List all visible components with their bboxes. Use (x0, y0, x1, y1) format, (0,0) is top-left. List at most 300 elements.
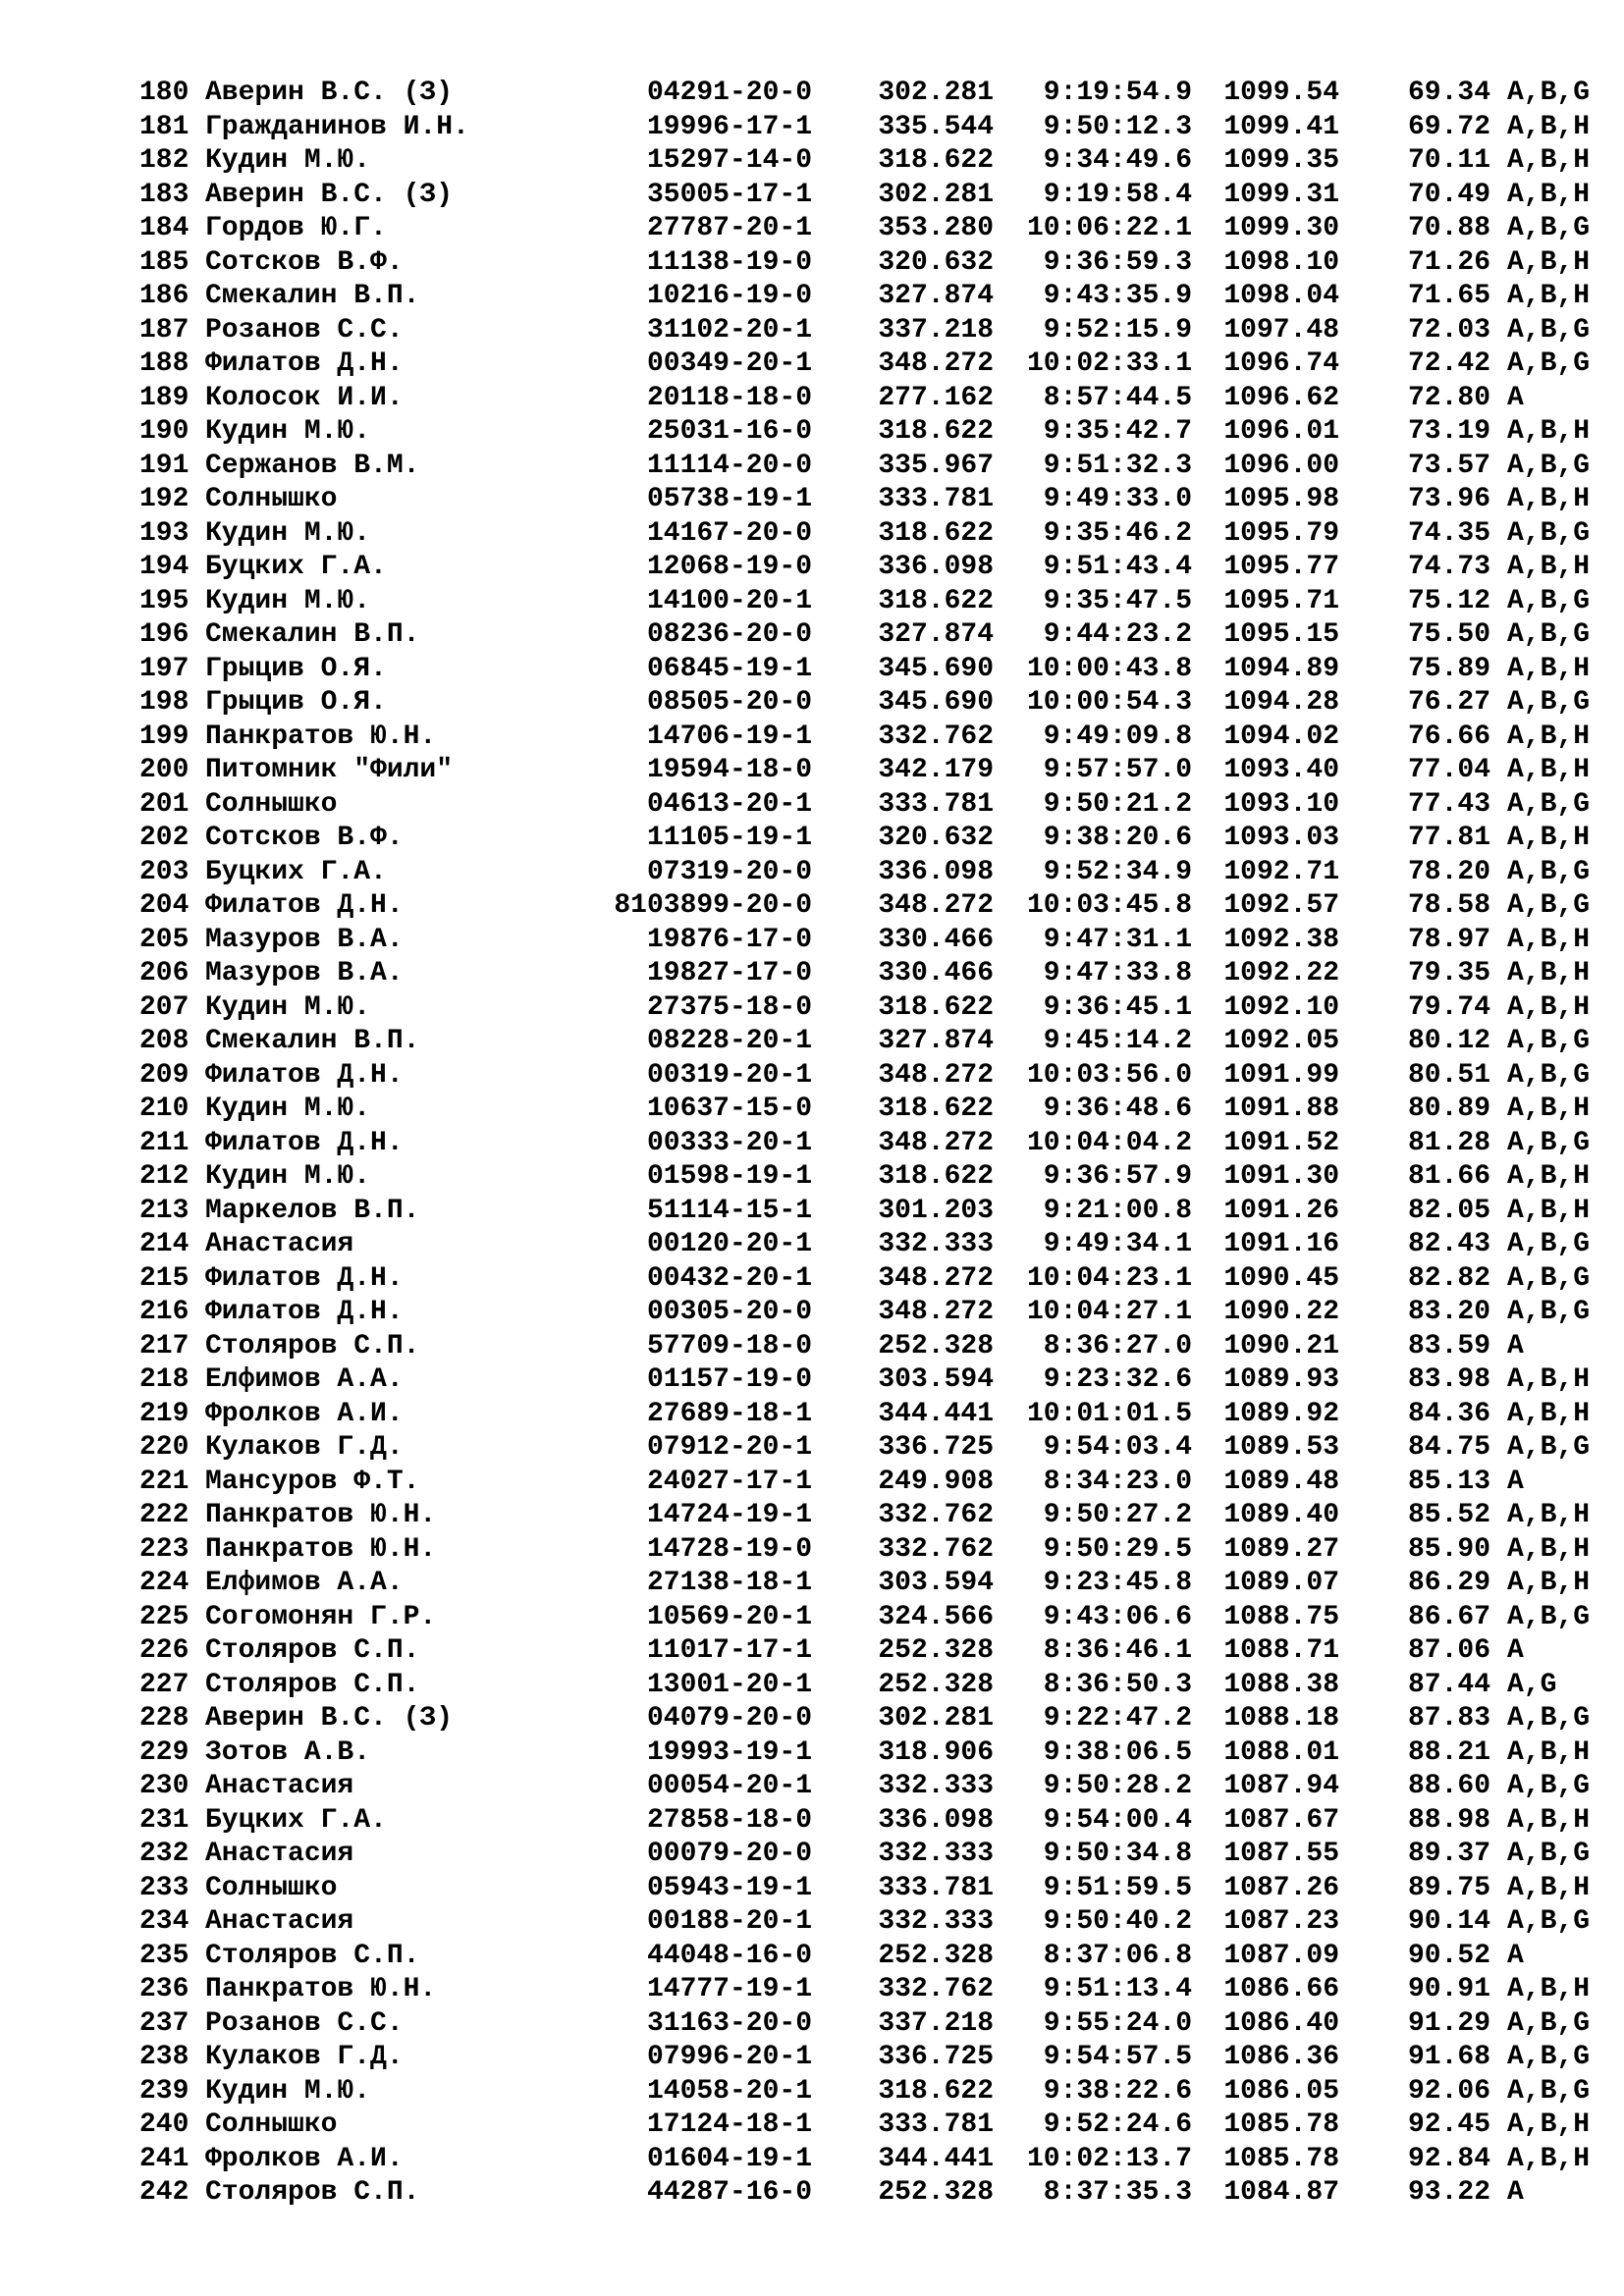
distance: 348.272 (878, 348, 994, 379)
coefficient: 73.57 (1407, 450, 1490, 481)
arrival-time: 9:50:29.5 (1043, 1533, 1192, 1565)
table-row (139, 1093, 1590, 1127)
speed: 1092.57 (1223, 890, 1339, 921)
table-row (139, 1296, 1590, 1330)
arrival-time: 9:51:13.4 (1043, 1974, 1192, 2004)
fancier-name: Кудин М.Ю. (205, 145, 371, 176)
arrival-time: 10:00:43.8 (1026, 653, 1192, 684)
distance: 333.781 (878, 788, 994, 820)
category: A,B,G (1507, 1262, 1591, 1294)
fancier-name: Солнышко (205, 788, 338, 820)
table-row (139, 822, 1590, 856)
ring-number: 10637-15-0 (646, 1094, 812, 1124)
fancier-name: Солнышко (205, 2109, 338, 2140)
ring-number: 14100-20-1 (646, 585, 812, 616)
ring-number: 14724-19-1 (646, 1500, 812, 1530)
distance: 332.333 (878, 1906, 994, 1937)
ring-number: 27689-18-1 (646, 1398, 812, 1429)
distance: 252.328 (878, 1669, 994, 1700)
distance: 332.762 (878, 721, 994, 752)
speed: 1085.78 (1223, 2109, 1339, 2140)
ring-number: 24027-17-1 (646, 1466, 812, 1497)
arrival-time: 9:23:45.8 (1043, 1568, 1192, 1598)
distance: 303.594 (878, 1364, 994, 1395)
place-number: 193 (139, 517, 189, 549)
distance: 332.333 (878, 1839, 994, 1869)
speed: 1091.52 (1223, 1127, 1339, 1158)
place-number: 213 (139, 1195, 189, 1226)
coefficient: 88.98 (1407, 1804, 1490, 1836)
ring-number: 07912-20-1 (646, 1432, 812, 1463)
category: A,B,G (1507, 856, 1591, 887)
speed: 1089.48 (1223, 1466, 1339, 1497)
category: A,B,H (1507, 1533, 1591, 1565)
coefficient: 86.67 (1407, 1601, 1490, 1632)
fancier-name: Панкратов Ю.Н. (205, 721, 437, 752)
speed: 1096.62 (1223, 382, 1339, 413)
distance: 252.328 (878, 1635, 994, 1666)
arrival-time: 9:51:43.4 (1043, 552, 1192, 582)
ring-number: 00188-20-1 (646, 1906, 812, 1937)
table-row (139, 314, 1590, 348)
fancier-name: Столяров С.П. (205, 1330, 420, 1362)
distance: 327.874 (878, 281, 994, 311)
fancier-name: Фролков А.И. (205, 1398, 404, 1429)
place-number: 204 (139, 890, 189, 921)
category: A,B,G (1507, 1127, 1591, 1158)
table-row (139, 1804, 1590, 1839)
coefficient: 83.20 (1407, 1297, 1490, 1327)
fancier-name: Столяров С.П. (205, 1940, 420, 1971)
arrival-time: 9:51:59.5 (1043, 1872, 1192, 1903)
table-row (139, 415, 1590, 450)
category: A (1507, 1940, 1524, 1971)
place-number: 198 (139, 687, 189, 718)
distance: 336.725 (878, 2042, 994, 2072)
table-row (139, 483, 1590, 517)
place-number: 212 (139, 1161, 189, 1192)
arrival-time: 9:52:34.9 (1043, 856, 1192, 887)
ring-number: 57709-18-0 (646, 1330, 812, 1362)
ring-number: 08236-20-0 (646, 619, 812, 650)
ring-number: 19993-19-1 (646, 1736, 812, 1768)
speed: 1086.66 (1223, 1974, 1339, 2004)
place-number: 238 (139, 2042, 189, 2072)
distance: 336.098 (878, 552, 994, 582)
table-row (139, 686, 1590, 721)
speed: 1088.01 (1223, 1736, 1339, 1768)
fancier-name: Смекалин В.П. (205, 281, 420, 311)
fancier-name: Филатов Д.Н. (205, 1127, 404, 1158)
category: A (1507, 2177, 1524, 2208)
distance: 318.622 (878, 1094, 994, 1124)
category: A,B,H (1507, 1398, 1591, 1429)
arrival-time: 8:36:50.3 (1043, 1669, 1192, 1700)
coefficient: 83.98 (1407, 1364, 1490, 1395)
coefficient: 85.52 (1407, 1500, 1490, 1530)
speed: 1097.48 (1223, 314, 1339, 346)
speed: 1088.75 (1223, 1601, 1339, 1632)
ring-number: 51114-15-1 (646, 1195, 812, 1226)
place-number: 214 (139, 1229, 189, 1259)
place-number: 216 (139, 1297, 189, 1327)
distance: 336.725 (878, 1432, 994, 1463)
fancier-name: Фролков А.И. (205, 2143, 404, 2174)
arrival-time: 9:47:33.8 (1043, 958, 1192, 988)
table-row (139, 1973, 1590, 2007)
fancier-name: Аверин В.С. (З) (205, 179, 454, 210)
place-number: 222 (139, 1500, 189, 1530)
arrival-time: 9:19:54.9 (1043, 78, 1192, 108)
arrival-time: 9:50:27.2 (1043, 1500, 1192, 1530)
category: A,B,H (1507, 924, 1591, 955)
ring-number: 20118-18-0 (646, 382, 812, 413)
place-number: 231 (139, 1804, 189, 1836)
category: A,B,H (1507, 755, 1591, 785)
fancier-name: Столяров С.П. (205, 2177, 420, 2208)
ring-number: 01598-19-1 (646, 1161, 812, 1192)
distance: 337.218 (878, 314, 994, 346)
distance: 342.179 (878, 755, 994, 785)
place-number: 232 (139, 1839, 189, 1869)
fancier-name: Анастасия (205, 1229, 354, 1259)
ring-number: 00120-20-1 (646, 1229, 812, 1259)
place-number: 184 (139, 213, 189, 243)
fancier-name: Смекалин В.П. (205, 1026, 420, 1056)
coefficient: 72.80 (1407, 382, 1490, 413)
category: A,B,H (1507, 281, 1591, 311)
coefficient: 72.42 (1407, 348, 1490, 379)
ring-number: 00054-20-1 (646, 1771, 812, 1801)
place-number: 189 (139, 382, 189, 413)
table-row (139, 957, 1590, 991)
fancier-name: Колосок И.И. (205, 382, 404, 413)
place-number: 208 (139, 1026, 189, 1056)
distance: 318.622 (878, 1161, 994, 1192)
category: A,B,G (1507, 788, 1591, 820)
coefficient: 76.27 (1407, 687, 1490, 718)
speed: 1099.30 (1223, 213, 1339, 243)
fancier-name: Мансуров Ф.Т. (205, 1466, 420, 1497)
arrival-time: 9:50:21.2 (1043, 788, 1192, 820)
speed: 1087.26 (1223, 1872, 1339, 1903)
place-number: 180 (139, 78, 189, 108)
distance: 348.272 (878, 1297, 994, 1327)
category: A,B,G (1507, 1059, 1591, 1091)
speed: 1085.78 (1223, 2143, 1339, 2174)
place-number: 187 (139, 314, 189, 346)
coefficient: 75.12 (1407, 585, 1490, 616)
fancier-name: Филатов Д.Н. (205, 348, 404, 379)
table-row (139, 1127, 1590, 1161)
arrival-time: 9:36:59.3 (1043, 246, 1192, 278)
arrival-time: 9:38:06.5 (1043, 1736, 1192, 1768)
place-number: 242 (139, 2177, 189, 2208)
ring-number: 35005-17-1 (646, 179, 812, 210)
table-row (139, 246, 1590, 281)
coefficient: 80.12 (1407, 1026, 1490, 1056)
place-number: 234 (139, 1906, 189, 1937)
coefficient: 78.58 (1407, 890, 1490, 921)
category: A,B,H (1507, 145, 1591, 176)
distance: 333.781 (878, 2109, 994, 2140)
category: A,G (1507, 1669, 1557, 1700)
coefficient: 82.82 (1407, 1262, 1490, 1294)
speed: 1095.15 (1223, 619, 1339, 650)
speed: 1089.27 (1223, 1533, 1339, 1565)
place-number: 199 (139, 721, 189, 752)
ring-number: 00349-20-1 (646, 348, 812, 379)
fancier-name: Анастасия (205, 1771, 354, 1801)
coefficient: 77.81 (1407, 823, 1490, 853)
table-row (139, 1363, 1590, 1398)
category: A,B,H (1507, 1364, 1591, 1395)
distance: 302.281 (878, 179, 994, 210)
category: A,B,H (1507, 1195, 1591, 1226)
distance: 330.466 (878, 924, 994, 955)
table-row (139, 991, 1590, 1026)
table-row (139, 1499, 1590, 1533)
coefficient: 87.06 (1407, 1635, 1490, 1666)
category: A,B,H (1507, 1872, 1591, 1903)
speed: 1092.22 (1223, 958, 1339, 988)
category: A,B,H (1507, 1736, 1591, 1768)
table-row (139, 1736, 1590, 1771)
speed: 1087.55 (1223, 1839, 1339, 1869)
fancier-name: Грыцив О.Я. (205, 687, 387, 718)
fancier-name: Зотов А.В. (205, 1736, 371, 1768)
category: A,B,G (1507, 1771, 1591, 1801)
speed: 1092.05 (1223, 1026, 1339, 1056)
table-row (139, 1601, 1590, 1635)
fancier-name: Согомонян Г.Р. (205, 1601, 437, 1632)
ring-number: 11017-17-1 (646, 1635, 812, 1666)
distance: 320.632 (878, 823, 994, 853)
fancier-name: Солнышко (205, 484, 338, 514)
coefficient: 85.13 (1407, 1466, 1490, 1497)
distance: 332.762 (878, 1533, 994, 1565)
fancier-name: Кулаков Г.Д. (205, 2042, 404, 2072)
category: A,B,H (1507, 111, 1591, 142)
ring-number: 04291-20-0 (646, 78, 812, 108)
category: A,B,H (1507, 1500, 1591, 1530)
category: A,B,G (1507, 890, 1591, 921)
arrival-time: 8:37:35.3 (1043, 2177, 1192, 2208)
fancier-name: Гордов Ю.Г. (205, 213, 387, 243)
coefficient: 70.88 (1407, 213, 1490, 243)
place-number: 225 (139, 1601, 189, 1632)
place-number: 220 (139, 1432, 189, 1463)
place-number: 196 (139, 619, 189, 650)
speed: 1091.26 (1223, 1195, 1339, 1226)
place-number: 207 (139, 991, 189, 1023)
speed: 1089.40 (1223, 1500, 1339, 1530)
category: A,B,G (1507, 450, 1591, 481)
coefficient: 77.43 (1407, 788, 1490, 820)
place-number: 218 (139, 1364, 189, 1395)
place-number: 223 (139, 1533, 189, 1565)
table-row (139, 856, 1590, 890)
coefficient: 91.68 (1407, 2042, 1490, 2072)
speed: 1092.38 (1223, 924, 1339, 955)
arrival-time: 10:00:54.3 (1026, 687, 1192, 718)
arrival-time: 9:50:34.8 (1043, 1839, 1192, 1869)
coefficient: 84.36 (1407, 1398, 1490, 1429)
arrival-time: 9:50:12.3 (1043, 111, 1192, 142)
category: A,B,G (1507, 213, 1591, 243)
ring-number: 00333-20-1 (646, 1127, 812, 1158)
distance: 332.762 (878, 1974, 994, 2004)
arrival-time: 10:03:56.0 (1026, 1059, 1192, 1091)
fancier-name: Елфимов А.А. (205, 1364, 404, 1395)
coefficient: 75.50 (1407, 619, 1490, 650)
fancier-name: Кулаков Г.Д. (205, 1432, 404, 1463)
fancier-name: Розанов С.С. (205, 314, 404, 346)
table-row (139, 2075, 1590, 2109)
category: A,B,G (1507, 2007, 1591, 2039)
place-number: 190 (139, 416, 189, 447)
place-number: 221 (139, 1466, 189, 1497)
place-number: 227 (139, 1669, 189, 1700)
category: A,B,G (1507, 517, 1591, 549)
coefficient: 93.22 (1407, 2177, 1490, 2208)
place-number: 205 (139, 924, 189, 955)
place-number: 235 (139, 1940, 189, 1971)
distance: 249.908 (878, 1466, 994, 1497)
table-row (139, 347, 1590, 382)
fancier-name: Кудин М.Ю. (205, 416, 371, 447)
arrival-time: 9:21:00.8 (1043, 1195, 1192, 1226)
speed: 1088.38 (1223, 1669, 1339, 1700)
table-row (139, 1770, 1590, 1804)
category: A,B,H (1507, 1568, 1591, 1598)
speed: 1089.92 (1223, 1398, 1339, 1429)
ring-number: 14706-19-1 (646, 721, 812, 752)
fancier-name: Филатов Д.Н. (205, 1262, 404, 1294)
fancier-name: Панкратов Ю.Н. (205, 1533, 437, 1565)
table-row (139, 2143, 1590, 2177)
table-row (139, 1466, 1590, 1500)
category: A,B,H (1507, 1094, 1591, 1124)
coefficient: 74.73 (1407, 552, 1490, 582)
arrival-time: 9:38:22.6 (1043, 2075, 1192, 2107)
place-number: 211 (139, 1127, 189, 1158)
coefficient: 76.66 (1407, 721, 1490, 752)
ring-number: 27138-18-1 (646, 1568, 812, 1598)
category: A,B,G (1507, 619, 1591, 650)
category: A,B,G (1507, 2075, 1591, 2107)
ring-number: 31102-20-1 (646, 314, 812, 346)
place-number: 210 (139, 1094, 189, 1124)
ring-number: 01604-19-1 (646, 2143, 812, 2174)
speed: 1098.10 (1223, 246, 1339, 278)
coefficient: 83.59 (1407, 1330, 1490, 1362)
coefficient: 73.96 (1407, 484, 1490, 514)
speed: 1093.40 (1223, 755, 1339, 785)
speed: 1091.16 (1223, 1229, 1339, 1259)
speed: 1087.09 (1223, 1940, 1339, 1971)
table-row (139, 889, 1590, 924)
coefficient: 74.35 (1407, 517, 1490, 549)
distance: 348.272 (878, 1127, 994, 1158)
speed: 1095.79 (1223, 517, 1339, 549)
table-row (139, 144, 1590, 179)
speed: 1086.40 (1223, 2007, 1339, 2039)
distance: 335.544 (878, 111, 994, 142)
category: A,B,H (1507, 416, 1591, 447)
speed: 1087.67 (1223, 1804, 1339, 1836)
speed: 1094.28 (1223, 687, 1339, 718)
category: A,B,H (1507, 552, 1591, 582)
table-row (139, 1228, 1590, 1262)
arrival-time: 9:55:24.0 (1043, 2007, 1192, 2039)
distance: 344.441 (878, 2143, 994, 2174)
fancier-name: Столяров С.П. (205, 1669, 420, 1700)
ring-number: 08505-20-0 (646, 687, 812, 718)
distance: 303.594 (878, 1568, 994, 1598)
category: A,B,H (1507, 484, 1591, 514)
speed: 1092.10 (1223, 991, 1339, 1023)
table-row (139, 618, 1590, 653)
distance: 348.272 (878, 890, 994, 921)
arrival-time: 9:35:47.5 (1043, 585, 1192, 616)
coefficient: 91.29 (1407, 2007, 1490, 2039)
distance: 318.622 (878, 585, 994, 616)
distance: 345.690 (878, 687, 994, 718)
coefficient: 81.28 (1407, 1127, 1490, 1158)
table-row (139, 212, 1590, 246)
arrival-time: 10:02:33.1 (1026, 348, 1192, 379)
table-row (139, 721, 1590, 755)
category: A,B,G (1507, 78, 1591, 108)
arrival-time: 9:36:45.1 (1043, 991, 1192, 1023)
ring-number: 14777-19-1 (646, 1974, 812, 2004)
distance: 332.333 (878, 1229, 994, 1259)
arrival-time: 10:01:01.5 (1026, 1398, 1192, 1429)
place-number: 197 (139, 653, 189, 684)
place-number: 217 (139, 1330, 189, 1362)
speed: 1096.00 (1223, 450, 1339, 481)
category: A,B,H (1507, 721, 1591, 752)
coefficient: 87.83 (1407, 1703, 1490, 1734)
arrival-time: 9:49:33.0 (1043, 484, 1192, 514)
arrival-time: 8:34:23.0 (1043, 1466, 1192, 1497)
fancier-name: Буцких Г.А. (205, 1804, 387, 1836)
speed: 1099.31 (1223, 179, 1339, 210)
coefficient: 90.14 (1407, 1906, 1490, 1937)
speed: 1095.77 (1223, 552, 1339, 582)
ring-number: 25031-16-0 (646, 416, 812, 447)
table-row (139, 653, 1590, 687)
arrival-time: 9:35:42.7 (1043, 416, 1192, 447)
fancier-name: Гражданинов И.Н. (205, 111, 469, 142)
arrival-time: 10:04:23.1 (1026, 1262, 1192, 1294)
coefficient: 80.51 (1407, 1059, 1490, 1091)
fancier-name: Грыцив О.Я. (205, 653, 387, 684)
place-number: 215 (139, 1262, 189, 1294)
place-number: 192 (139, 484, 189, 514)
ring-number: 31163-20-0 (646, 2007, 812, 2039)
distance: 332.333 (878, 1771, 994, 1801)
coefficient: 88.21 (1407, 1736, 1490, 1768)
arrival-time: 9:36:57.9 (1043, 1161, 1192, 1192)
fancier-name: Маркелов В.П. (205, 1195, 420, 1226)
arrival-time: 8:37:06.8 (1043, 1940, 1192, 1971)
category: A,B,G (1507, 1601, 1591, 1632)
speed: 1089.53 (1223, 1432, 1339, 1463)
coefficient: 81.66 (1407, 1161, 1490, 1192)
ring-number: 07996-20-1 (646, 2042, 812, 2072)
